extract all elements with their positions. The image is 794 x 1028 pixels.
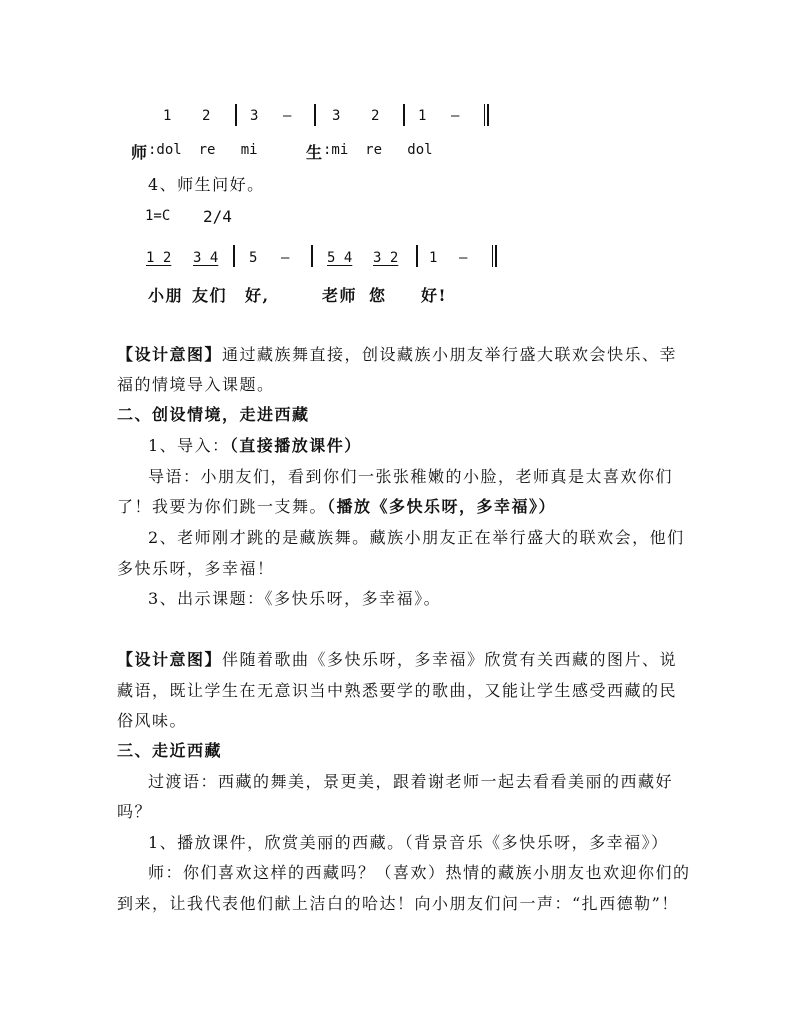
teacher-line-2: 到来，让我代表他们献上洁白的哈达！向小朋友们问一声：“扎西德勒”！ [117, 894, 679, 913]
note: – [283, 108, 292, 124]
transition-line-1: 过渡语：西藏的舞美，景更美，跟着谢老师一起去看看美丽的西藏好 [148, 772, 674, 791]
note: 1 [429, 250, 438, 266]
item-4: 4、师生问好。 [148, 175, 265, 194]
design-intent-label: 【设计意图】 [117, 345, 223, 364]
lyric: 好! [421, 286, 448, 305]
note: 5 [249, 250, 258, 266]
note: – [451, 108, 460, 124]
design-intent-2-line-3: 俗风味。 [117, 711, 188, 730]
note: 1 [163, 108, 172, 124]
design-intent-label: 【设计意图】 [117, 650, 223, 669]
guide-note: （播放《多快乐呀，多幸福》） [327, 497, 557, 516]
design-intent-1-line-1 [117, 342, 677, 365]
end-bar-line [484, 104, 489, 126]
guide-text: 了！我要为你们跳一支舞。 [117, 497, 328, 516]
lyric: 好, [245, 286, 270, 305]
section-2-heading: 二、创设情境，走进西藏 [117, 405, 310, 424]
design-intent-text: 通过藏族舞直接，创设藏族小朋友举行盛大联欢会快乐、幸 [222, 345, 678, 364]
teacher-label: 师 [131, 143, 148, 162]
note: – [459, 250, 468, 266]
note-group: 3 2 [373, 250, 399, 266]
lyric: 小朋 [148, 286, 184, 305]
section-2-item-2-line-2: 多快乐呀，多幸福！ [117, 559, 275, 578]
section-2-item-3: 3、出示课题：《多快乐呀，多幸福》。 [148, 589, 442, 608]
section-3-item-1: 1、播放课件，欣赏美丽的西藏。（背景音乐《多快乐呀，多幸福》） [148, 833, 669, 852]
lyric: 老师 [322, 286, 358, 305]
design-intent-2-line-1 [117, 647, 677, 670]
section-3-heading: 三、走近西藏 [117, 741, 223, 760]
guide-line-1: 导语：小朋友们，看到你们一张张稚嫩的小脸，老师真是太喜欢你们 [148, 467, 674, 486]
bar-line [311, 245, 313, 267]
note: – [281, 250, 290, 266]
design-intent-text: 伴随着歌曲《多快乐呀，多幸福》欣赏有关西藏的图片、说 [222, 650, 678, 669]
key-signature: 1=C [145, 208, 171, 224]
lyric: 友们 [192, 286, 228, 305]
note: 3 [332, 108, 341, 124]
item-note: （直接播放课件） [229, 436, 362, 455]
section-2-item-2-line-1: 2、老师刚才跳的是藏族舞。藏族小朋友正在举行盛大的联欢会，他们 [148, 528, 685, 547]
note: 1 [418, 108, 427, 124]
student-syllables: :mi re dol [323, 142, 433, 158]
bar-line [314, 104, 316, 126]
section-2-item-1 [148, 433, 362, 456]
note-group: 5 4 [327, 250, 353, 266]
note: 2 [202, 108, 211, 124]
teacher-syllables: :dol re mi [148, 142, 258, 158]
time-signature: 2/4 [203, 207, 232, 226]
note-group: 3 4 [193, 250, 219, 266]
bar-line [235, 104, 237, 126]
note: 2 [371, 108, 380, 124]
bar-line [233, 245, 235, 267]
teacher-line-1: 师：你们喜欢这样的西藏吗？（喜欢）热情的藏族小朋友也欢迎你们的 [148, 863, 691, 882]
student-label: 生 [306, 143, 323, 162]
note-group: 1 2 [146, 250, 172, 266]
transition-line-2: 吗？ [117, 802, 153, 821]
design-intent-2-line-2: 藏语，既让学生在无意识当中熟悉要学的歌曲，又能让学生感受西藏的民 [117, 681, 678, 700]
design-intent-1-line-2: 福的情境导入课题。 [117, 375, 275, 394]
guide-line-2 [117, 494, 556, 517]
item-prefix: 1、导入： [148, 436, 230, 455]
bar-line [416, 245, 418, 267]
lyric: 您 [369, 286, 387, 305]
bar-line [403, 104, 405, 126]
end-bar-line [492, 245, 497, 267]
note: 3 [250, 108, 259, 124]
